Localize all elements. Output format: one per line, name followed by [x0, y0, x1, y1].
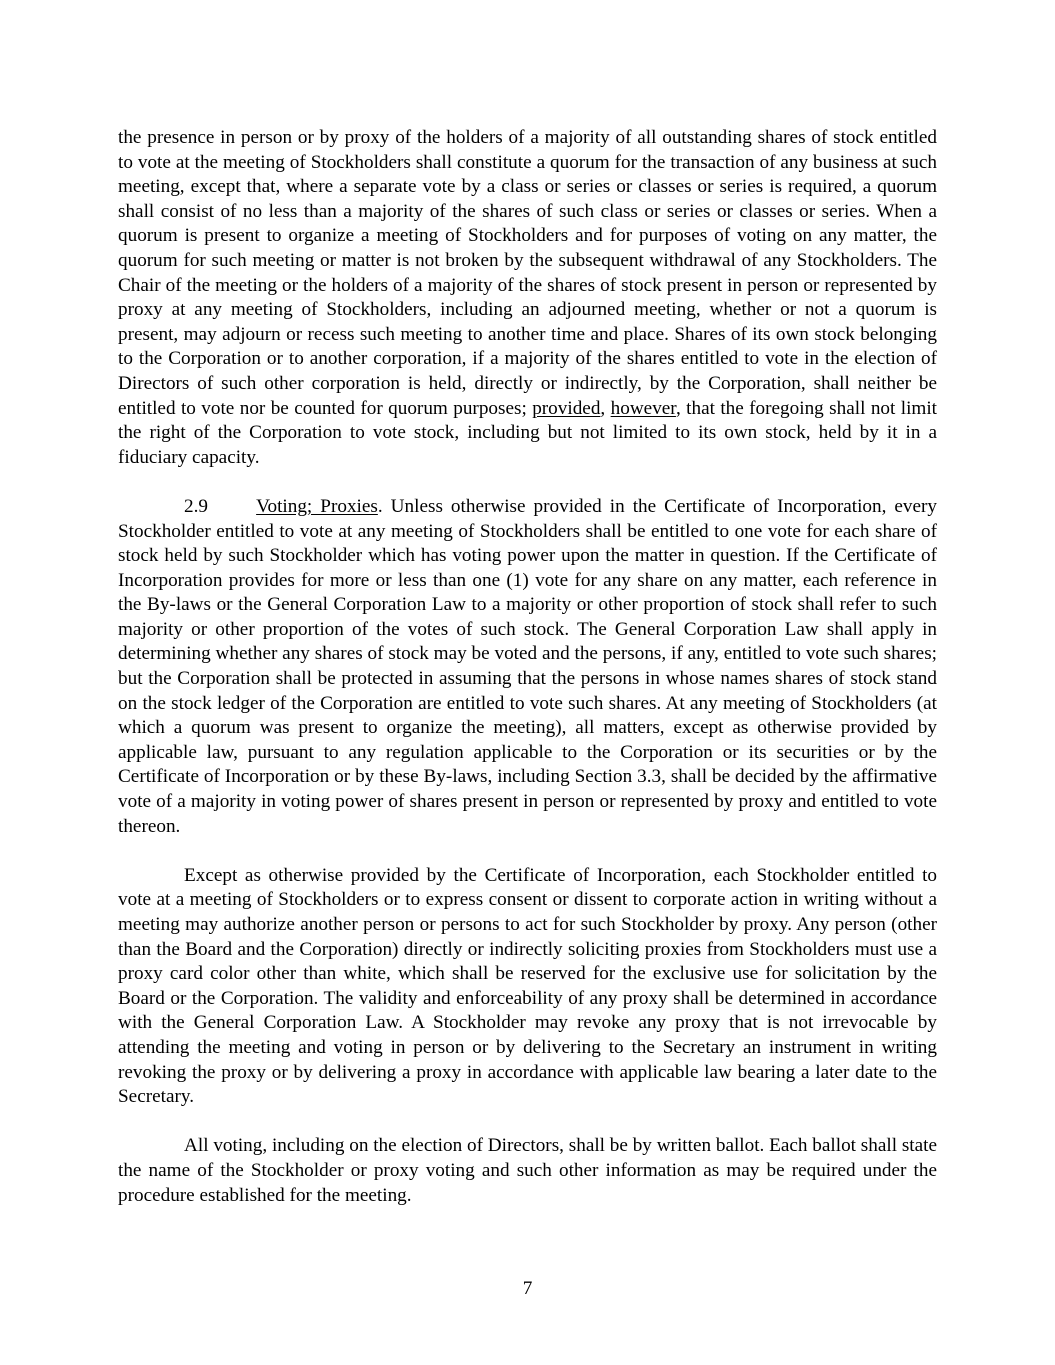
- section-number-gap: [208, 496, 256, 517]
- written-ballot-text: All voting, including on the election of Directors, shall be by written ballot. Each ballot shall state the name of the Stockholder or proxy voting and such other information as may be required under the procedure established for the meeting.: [118, 1135, 937, 1206]
- proxy-authorization-text: Except as otherwise provided by the Certificate of Incorporation, each Stockholder entitled to vote at a meeting of Stockholders or to express consent or dissent to corporate action in writing without a meeting may authorize another person or persons to act for such Stockholder by proxy. Any person (other than the Board and the Corporation) directly or indirectly soliciting proxies from Stockholders must use a proxy card color other than white, which shall be reserved for the exclusive use for solicitation by the Board or the Corporation. The validity and enforceability of any proxy shall be determined in accordance with the General Corporation Law. A Stockholder may revoke any proxy that is not irrevocable by attending the meeting and voting in person or by delivering to the Secretary an instrument in writing revoking the proxy or by delivering a proxy in accordance with applicable law bearing a later date to the Secretary.: [118, 864, 937, 1108]
- section-number-2-9: 2.9: [184, 495, 208, 517]
- however-underlined: however: [610, 397, 676, 419]
- paragraph-quorum: [118, 126, 937, 470]
- quorum-text-tail: , that the foregoing shall not limit the right of the Corporation to vote stock, including but not limited to its own stock, held by it in a fiduciary capacity.: [118, 397, 937, 468]
- quorum-text: the presence in person or by proxy of the holders of a majority of all outstanding shares of stock entitled to vote at the meeting of Stockholders shall constitute a quorum for the transaction of any business at such meeting, except that, where a separate vote by a class or series or classes or series is required, a quorum shall consist of no less than a majority of the shares of such class or series or classes or series. When a quorum is present to organize a meeting of Stockholders and for purposes of voting on any matter, the quorum for such meeting or matter is not broken by the subsequent withdrawal of any Stockholders. The Chair of the meeting or the holders of a majority of the shares of stock present in person or represented by proxy at any meeting of Stockholders, including an adjourned meeting, whether or not a quorum is present, may adjourn or recess such meeting to another time and place. Shares of its own stock belonging to the Corporation or to another corporation, if a majority of the shares entitled to vote in the election of Directors of such other corporation is held, directly or indirectly, by the Corporation, shall neither be entitled to vote nor be counted for quorum purposes;: [118, 127, 937, 419]
- paragraph-section-2-9: [118, 495, 937, 839]
- paragraph-proxy-authorization: [118, 864, 937, 1110]
- section-heading-voting-proxies: Voting; Proxies: [256, 495, 378, 517]
- comma-separator: ,: [600, 397, 611, 419]
- section-2-9-text: . Unless otherwise provided in the Certificate of Incorporation, every Stockholder entitled to vote at any meeting of Stockholders shall be entitled to one vote for each share of stock held by such Stockholder which has voting power upon the matter in question. If the Certificate of Incorporation provides for more or less than one (1) vote for any share on any matter, each reference in the By-laws or the General Corporation Law to a majority or other proportion of stock shall refer to such majority or other proportion of the votes of such stock. The General Corporation Law shall apply in determining whether any shares of stock may be voted and the persons, if any, entitled to vote such shares; but the Corporation shall be protected in assuming that the persons in whose names shares of stock stand on the stock ledger of the Corporation are entitled to vote such shares. At any meeting of Stockholders (at which a quorum was present to organize the meeting), all matters, except as otherwise provided by applicable law, pursuant to any regulation applicable to the Corporation or its securities or by the Certificate of Incorporation or by these By-laws, including Section 3.3, shall be decided by the affirmative vote of a majority in voting power of shares present in person or represented by proxy and entitled to vote thereon.: [118, 495, 938, 837]
- paragraph-written-ballot: [118, 1134, 937, 1208]
- provided-underlined: provided: [532, 397, 601, 419]
- page-number: 7: [522, 1278, 533, 1299]
- document-body: [118, 126, 937, 1208]
